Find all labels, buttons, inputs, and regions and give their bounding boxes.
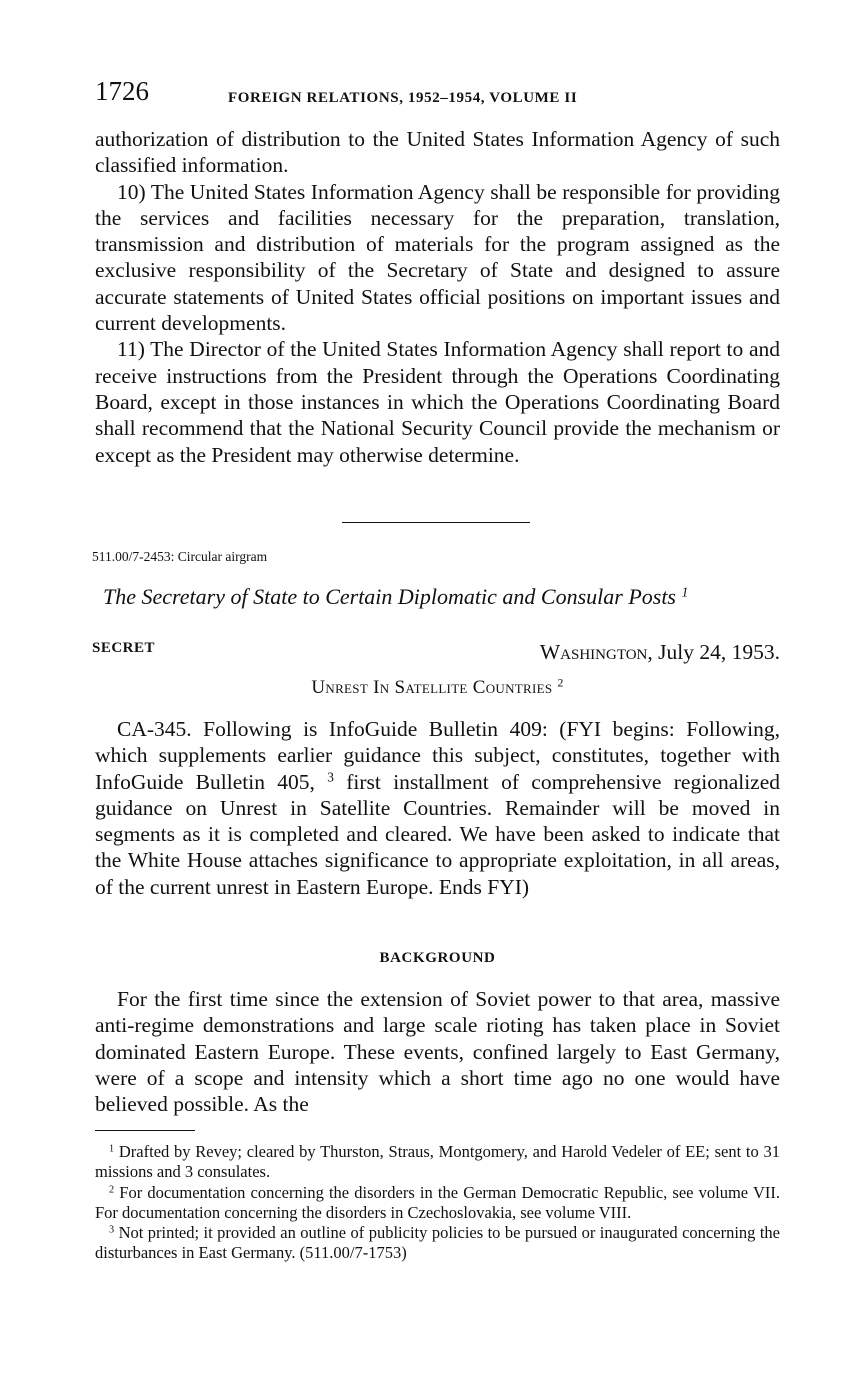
section-heading: BACKGROUND bbox=[379, 950, 496, 966]
footnote-text: Not printed; it provided an outline of publicity policies to be pursued or inaugurated concerning the disturbances in East Germany. (511.00/7-1753) bbox=[95, 1223, 781, 1263]
paragraph-10: 10) The United States Information Agency shall be responsible for providing the services and facilities necessary for the preparation, translation, transmission and distribution of materials for the program assigned as the exclusive responsibility of the Secretary of State and designed to assure accurate statements of United States official positions on important issues and current developments. bbox=[95, 179, 780, 336]
document-title bbox=[103, 584, 688, 610]
section-divider bbox=[342, 522, 530, 523]
paragraph-11: 11) The Director of the United States Information Agency shall report to and receive instructions from the President through the Operations Coordinating Board, except in those instances in which the Operations Coordinating Board shall recommend that the National Security Council provide the mechanism or except as the President may otherwise determine. bbox=[95, 337, 780, 467]
running-header bbox=[95, 76, 780, 110]
footnote-mark: 1 bbox=[109, 1143, 115, 1155]
footnote-ref-1: 1 bbox=[681, 584, 689, 600]
place: Washington bbox=[539, 640, 648, 664]
place-and-date bbox=[540, 640, 780, 665]
running-title: FOREIGN RELATIONS, 1952–1954, VOLUME II bbox=[228, 90, 578, 106]
date: , July 24, 1953. bbox=[647, 640, 780, 664]
intro-text-a: CA-345. Following is InfoGuide Bulletin 409: (FYI begins: Following, which supplements earlier guidance this subject, constitutes, together with InfoGuide Bulletin 405, bbox=[95, 717, 780, 794]
footnote-3 bbox=[95, 1223, 780, 1264]
footnote-mark: 3 bbox=[109, 1224, 115, 1236]
footnotes bbox=[95, 1142, 780, 1264]
footnote-rule bbox=[95, 1130, 195, 1131]
classification-marking: SECRET bbox=[92, 640, 156, 656]
intro-paragraph bbox=[95, 716, 780, 900]
background-text: For the first time since the extension of Soviet power to that area, massive anti-regime demonstrations and large scale rioting has taken place in Soviet dominated Eastern Europe. These events, confined largely to East Germany, were of a scope and intensity which a short time ago no one would have believed possible. As the bbox=[95, 987, 780, 1117]
footnote-2 bbox=[95, 1183, 780, 1224]
footnote-mark: 2 bbox=[109, 1183, 115, 1195]
footnote-1 bbox=[95, 1142, 780, 1183]
background-paragraph bbox=[95, 986, 780, 1117]
subject-line bbox=[95, 677, 780, 699]
subject-text: Unrest In Satellite Countries bbox=[311, 677, 553, 698]
paragraph-continued: authorization of distribution to the United States Information Agency of such classified information. bbox=[95, 127, 780, 178]
footnote-ref-2: 2 bbox=[557, 676, 564, 690]
file-reference: 511.00/7-2453: Circular airgram bbox=[92, 549, 268, 564]
intro-text-b: first installment of comprehensive regionalized guidance on Unrest in Satellite Countries. Remainder will be moved in segments as it is completed and cleared. We have been asked to indicate that the White House attaches significance to appropriate exploitation, in all areas, of the current unrest in Eastern Europe. Ends FYI) bbox=[95, 769, 781, 899]
page-number: 1726 bbox=[95, 76, 149, 106]
document-title-text: The Secretary of State to Certain Diplomatic and Consular Posts bbox=[103, 584, 676, 609]
continued-text bbox=[95, 126, 780, 468]
footnote-text: For documentation concerning the disorders in the German Democratic Republic, see volume VII. For documentation concerning the disorders in Czechoslovakia, see volume VIII. bbox=[95, 1182, 780, 1222]
footnote-ref-3: 3 bbox=[327, 769, 334, 785]
footnote-text: Drafted by Revey; cleared by Thurston, Straus, Montgomery, and Harold Vedeler of EE; sent to 31 missions and 3 consulates. bbox=[95, 1142, 781, 1182]
